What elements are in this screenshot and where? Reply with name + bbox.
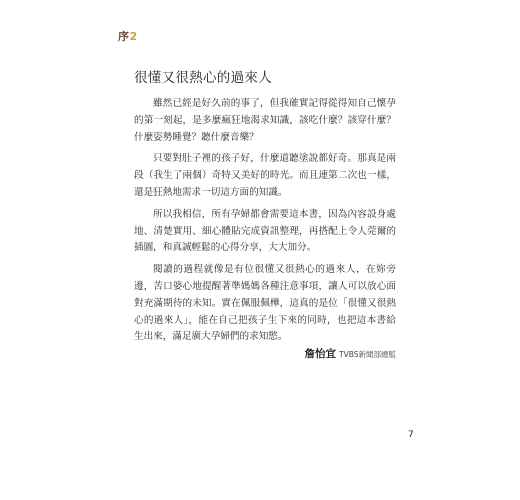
paragraph-1: 雖然已經是好久前的事了，但我確實記得從得知自己懷孕的第一刻起，是多麼瘋狂地渴求知識，該吃什麼？該穿什麼？什麼姿勢睡覺？聽什麼音樂？ bbox=[134, 98, 396, 143]
paragraph-4: 閱讀的過程就像是有位很懂又很熱心的過來人，在妳旁邊，苦口婆心地提醒著準媽媽各種注意事項，讓人可以放心面對充滿期待的未知。實在佩服佩樺，這真的是位「很懂又很熱心的過來人」，能在自己把孩子生下來的同時，也把這本書給生出來，滿足廣大孕婦們的求知慾。 bbox=[134, 264, 396, 343]
section-label bbox=[118, 28, 138, 44]
section-label-text: 序 bbox=[118, 30, 130, 43]
author-name: 詹怡宜 bbox=[304, 348, 336, 360]
paragraph-3: 所以我相信，所有孕婦都會需要這本書，因為內容設身處地、清楚實用、細心體貼完成資訊整理，再搭配上令人莞爾的插圖，和真誠輕鬆的心得分享，大大加分。 bbox=[134, 208, 396, 254]
preface-body bbox=[134, 96, 396, 351]
preface-heading: 很懂又很熱心的過來人 bbox=[134, 70, 272, 86]
signature bbox=[305, 346, 397, 361]
section-number: 2 bbox=[129, 30, 138, 43]
author-title: TVBS新聞部總監 bbox=[339, 350, 396, 359]
paragraph-2: 只要對肚子裡的孩子好，什麼道聽塗說都好奇。那真是兩段（我生了兩個）奇特又美好的時光。而且連第二次也一樣，還是狂熱地需求一切這方面的知識。 bbox=[134, 153, 396, 198]
page-number: 7 bbox=[408, 430, 414, 440]
